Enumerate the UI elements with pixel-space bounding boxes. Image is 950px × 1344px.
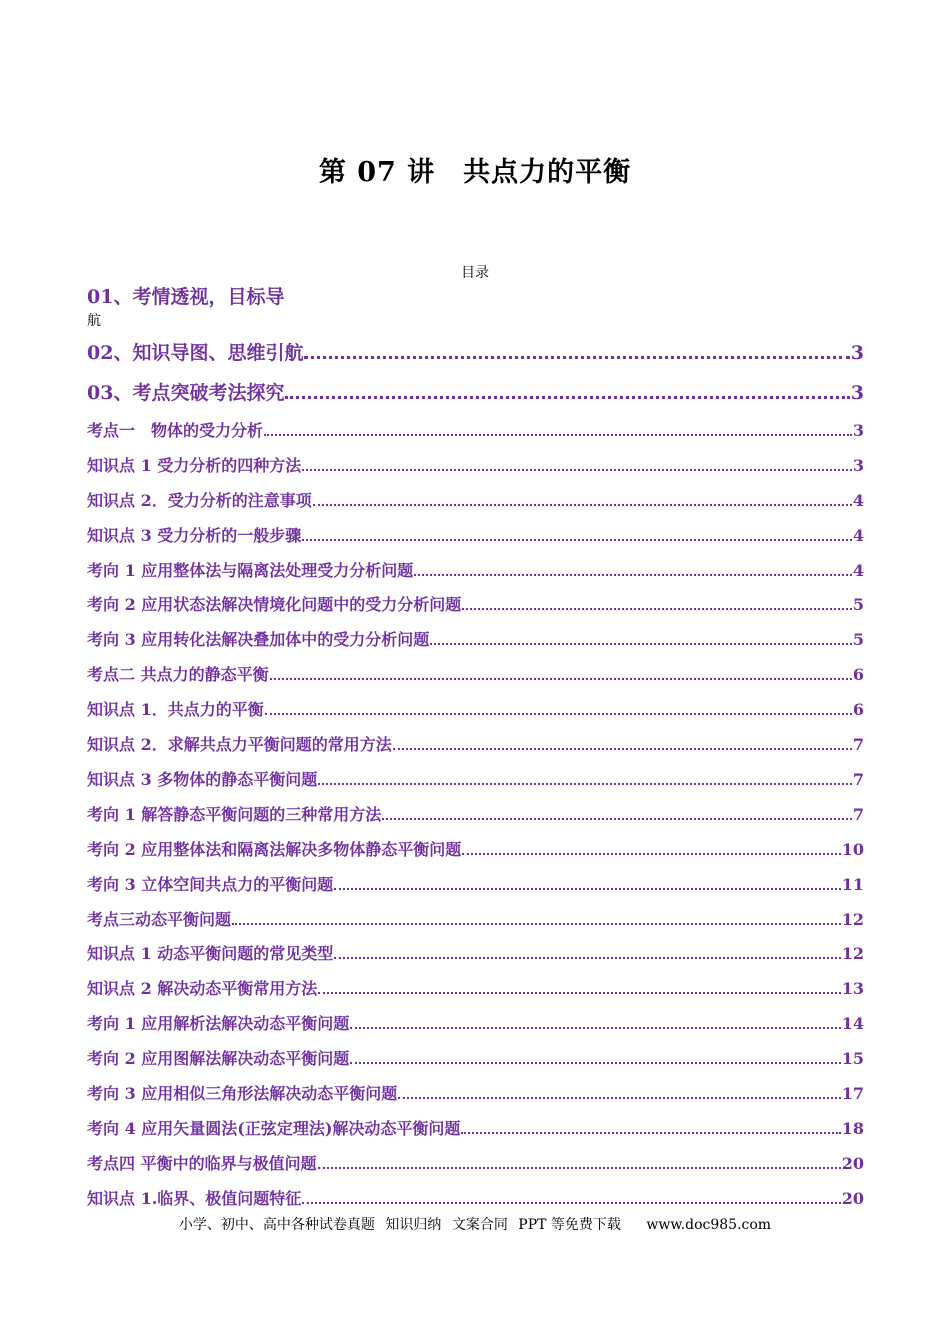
footer-site-link[interactable]: www.doc985.com [646,1217,772,1233]
toc-entry[interactable] [87,1151,864,1174]
toc-entry-page-number: 6 [852,700,864,719]
toc-entry-page-number: 12 [841,910,864,929]
toc-entry-label: 02、知识导图、思维引航 [87,342,304,364]
toc-dot-leader [382,818,852,820]
toc-dot-leader [462,608,852,610]
toc-entry[interactable] [87,941,864,964]
toc-dot-leader [398,1097,840,1099]
toc-entry-label: 知识点 1．共点力的平衡 [87,700,264,719]
toc-entry-label: 考向 2 应用整体法和隔离法解决多物体静态平衡问题 [87,840,462,859]
toc-entry-label: 考点三动态平衡问题 [87,910,232,929]
toc-entry-page-number: 15 [841,1049,864,1068]
toc-entry-page-number: 20 [841,1189,864,1208]
toc-dot-leader [318,992,840,994]
toc-entry-page-number: 12 [841,944,864,963]
toc-entry[interactable] [87,837,864,860]
toc-entry-page-number: 5 [852,595,864,614]
toc-entry-label: 考向 4 应用矢量圆法(正弦定理法)解决动态平衡问题 [87,1119,461,1138]
toc-entry-page-number: 3 [852,456,864,475]
toc-entry[interactable] [87,558,864,581]
toc-entry[interactable] [87,732,864,755]
toc-dot-leader [393,748,852,750]
toc-entry-page-number: 3 [852,421,864,440]
footer-text-2: 知识归纳 [385,1217,442,1233]
toc-entry[interactable] [87,418,864,441]
toc-entry[interactable] [87,453,864,476]
toc-entry-label: 知识点 1 动态平衡问题的常见类型 [87,944,334,963]
toc-dot-leader [264,434,852,436]
toc-dot-leader [461,1132,840,1134]
toc-entry[interactable] [87,1046,864,1069]
toc-entry[interactable] [87,1186,864,1209]
toc-entry-page-number: 18 [841,1119,864,1138]
toc-entry-label: 知识点 3 受力分析的一般步骤 [87,526,302,545]
toc-entry-page-number: 7 [852,770,864,789]
toc-entry-page-number: 11 [841,875,864,894]
toc-dot-leader [318,783,852,785]
toc-entry-label: 考点一 物体的受力分析 [87,421,264,440]
toc-entry-label: 01、考情透视，目标导 [87,286,285,308]
footer-text-1: 小学、初中、高中各种试卷真题 [178,1217,375,1233]
toc-entry[interactable] [87,767,864,790]
toc-entry-label: 考向 2 应用状态法解决情境化问题中的受力分析问题 [87,595,462,614]
toc-entry-label: 知识点 3 多物体的静态平衡问题 [87,770,318,789]
toc-entry-label: 考向 3 立体空间共点力的平衡问题 [87,875,334,894]
toc-entry[interactable] [87,488,864,511]
toc-entry-label: 知识点 2．受力分析的注意事项 [87,491,312,510]
toc-dot-leader [302,469,852,471]
toc-entry[interactable] [87,1011,864,1034]
toc-dot-leader [232,923,841,925]
toc-entry-label: 知识点 2．求解共点力平衡问题的常用方法 [87,735,392,754]
toc-dot-leader [313,504,852,506]
toc-entry[interactable] [87,378,864,405]
toc-entry-label: 知识点 1 受力分析的四种方法 [87,456,302,475]
toc-dot-leader [270,678,852,680]
toc-dot-leader [318,1167,841,1169]
page-footer [0,1214,950,1234]
toc-entry[interactable] [87,1081,864,1104]
toc-dot-leader [265,713,852,715]
footer-text-3: 文案合同 [451,1217,508,1233]
toc-entry-page-number: 7 [852,735,864,754]
toc-entry-page-number: 5 [852,630,864,649]
toc-entry-label: 知识点 1.临界、极值问题特征 [87,1189,302,1208]
toc-dot-leader [414,574,852,576]
toc-entry[interactable] [87,592,864,615]
toc-dot-leader [302,1202,840,1204]
toc-entry[interactable] [87,662,864,685]
toc-entry[interactable] [87,976,864,999]
toc-entry-label: 考向 3 应用转化法解决叠加体中的受力分析问题 [87,630,430,649]
toc-entry[interactable] [87,697,864,720]
toc-entry-01-tail: 航 [87,313,101,329]
toc-entry[interactable] [87,1116,864,1139]
document-title: 第 07 讲 共点力的平衡 [318,157,632,188]
toc-entry-page-number: 4 [852,526,864,545]
toc-entry-label: 知识点 2 解决动态平衡常用方法 [87,979,318,998]
toc-entry-page-number: 17 [841,1084,864,1103]
toc-entry-page-number: 3 [850,342,864,364]
toc-dot-leader [350,1062,840,1064]
toc-entry-label: 考向 2 应用图解法解决动态平衡问题 [87,1049,350,1068]
footer-text-4: PPT 等免费下载 [518,1217,621,1233]
toc-entry-label: 考向 1 解答静态平衡问题的三种常用方法 [87,805,382,824]
toc-entry-page-number: 20 [841,1154,864,1173]
toc-entry-label: 考向 3 应用相似三角形法解决动态平衡问题 [87,1084,398,1103]
toc-entry-page-number: 14 [841,1014,864,1033]
toc-entry[interactable] [87,627,864,650]
toc-entry-label: 考向 1 应用解析法解决动态平衡问题 [87,1014,350,1033]
toc-entry-page-number: 13 [841,979,864,998]
toc-heading: 目录 [461,265,489,281]
toc-dot-leader [334,957,840,959]
toc-entry[interactable] [87,872,864,895]
toc-entry-page-number: 7 [852,805,864,824]
toc-entry-page-number: 3 [850,382,864,404]
toc-entry-page-number: 10 [841,840,864,859]
toc-entry[interactable] [87,802,864,825]
toc-entry[interactable] [87,338,864,365]
toc-entry-page-number: 4 [852,491,864,510]
toc-entry-page-number: 4 [852,561,864,580]
toc-dot-leader [304,356,849,359]
toc-dot-leader [350,1027,840,1029]
toc-entry-01[interactable] [87,282,284,309]
toc-dot-leader [285,396,849,399]
toc-entry[interactable] [87,523,864,546]
toc-dot-leader [334,888,840,890]
toc-entry-label: 03、考点突破考法探究 [87,382,285,404]
toc-entry-label: 考点二 共点力的静态平衡 [87,665,269,684]
toc-dot-leader [462,853,840,855]
toc-entry[interactable] [87,907,864,930]
toc-entry-page-number: 6 [852,665,864,684]
toc-entry-label: 考向 1 应用整体法与隔离法处理受力分析问题 [87,561,414,580]
toc-entry-label: 考点四 平衡中的临界与极值问题 [87,1154,317,1173]
toc-dot-leader [430,643,852,645]
toc-dot-leader [302,539,852,541]
